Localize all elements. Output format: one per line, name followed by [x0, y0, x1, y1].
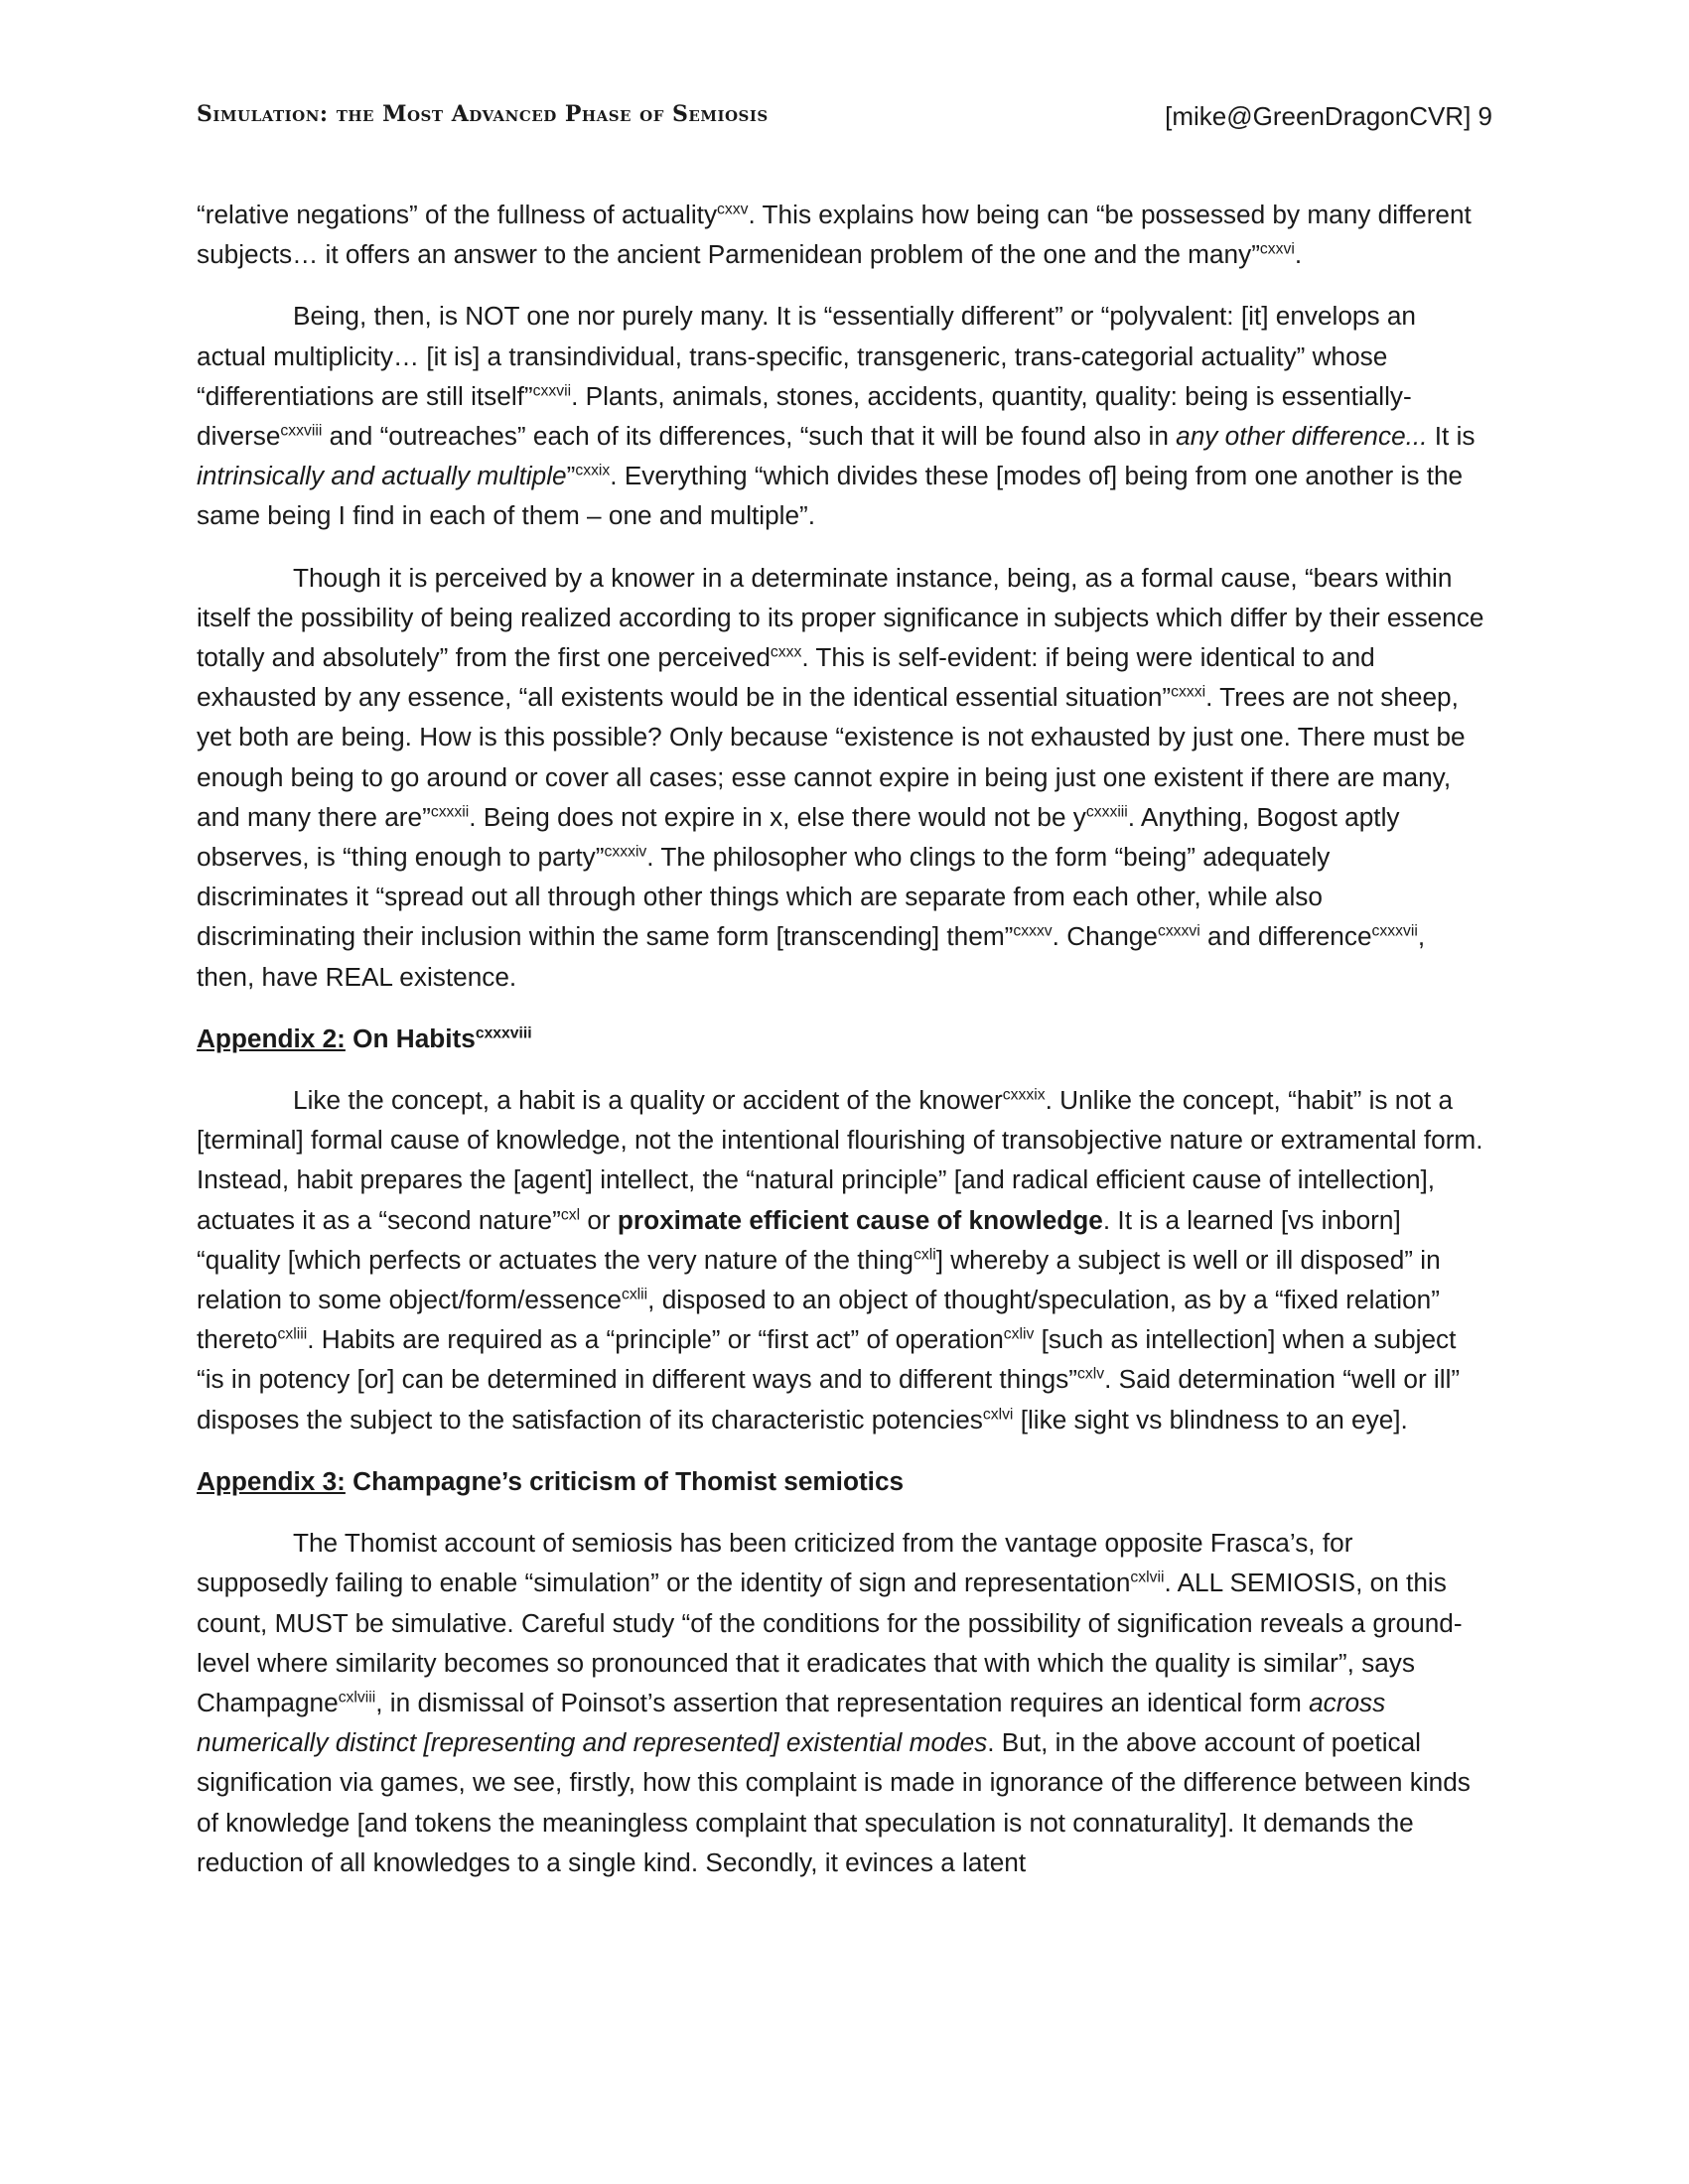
endnote-ref[interactable]: cxxxi [1171, 683, 1206, 701]
endnote-ref[interactable]: cxxvii [532, 382, 572, 400]
endnote-ref[interactable]: cxliv [1003, 1325, 1035, 1343]
endnote-ref[interactable]: cxxvi [1259, 240, 1295, 258]
paragraph-4: Like the concept, a habit is a quality or accident of the knower$^{cxxxix}$. Unlike the concept, “habit” is not a [terminal] formal cause of knowledge, not the intentional flourishing of transobjective nature or extramental form. Instead, habit prepares the [agent] intellect, the “natural principle” [and radical efficient cause of intellection], actuates it as a “second nature”$^{cxl}$ or proximate efficient cause of knowledge. It is a learned [vs inborn] “quality [which perfects or actuates the very nature of the thing$^{cxli}$] whereby a subject is well or ill disposed” in relation to some object/form/essence$^{cxlii}$, disposed to an object of thought/speculation, as by a “fixed relation” thereto$^{cxliii}$. Habits are required as a “principle” or “first act” of operation$^{cxliv}$ [such as intellection] when a subject “is in potency [or] can be determined in different ways and to different things”$^{cxlv}$. Said determination “well or ill” disposes the subject to the satisfaction of its characteristic potencies$^{cxlvi}$ [like sight vs blindness to an eye]. [197, 1085, 1483, 1434]
endnote-ref[interactable]: cxxx [770, 643, 802, 661]
paragraph-5: The Thomist account of semiosis has been criticized from the vantage opposite Frasca’s, for supposedly failing to enable “simulation” or the identity of sign and representation$^{cxlvii}$. ALL SEMIOSIS, on this count, MUST be simulative. Careful study “of the conditions for the possibility of signification reveals a ground-level where similarity becomes so pronounced that it eradicates that with which the quality is similar”, says Champagne$^{cxlviii}$, in dismissal of Poinsot’s assertion that representation requires an identical form across numerically distinct [representing and represented] existential modes. But, in the above account of poetical signification via games, we see, firstly, how this complaint is made in ignorance of the difference between kinds of knowledge [and tokens the meaningless complaint that speculation is not connaturality]. It demands the reduction of all knowledges to a single kind. Secondly, it evinces a latent [197, 1528, 1471, 1877]
endnote-ref[interactable]: cxxxvii [1371, 922, 1418, 940]
body-text [197, 195, 1487, 1904]
paragraph-2: Being, then, is NOT one nor purely many. It is “essentially different” or “polyvalent: [it] envelops an actual multiplicity… [it is] a transindividual, trans-specific, transgeneric, trans-categorial actuality” whose “differentiations are still itself”$^{cxxvii}$. Plants, animals, stones, accidents, quantity, quality: being is essentially-diverse$^{cxxviii}$ and “outreaches” each of its differences, “such that it will be found also in any other difference... It is intrinsically and actually multiple”$^{cxxix}$. Everything “which divides these [modes of] being from one another is the same being I find in each of them – one and multiple”. [197, 301, 1476, 531]
endnote-ref[interactable]: cxxxiii [1085, 803, 1128, 821]
endnote-ref[interactable]: cxxxii [430, 803, 470, 821]
endnote-ref[interactable]: cxxix [575, 462, 611, 479]
endnote-ref[interactable]: cxxxviii [475, 1024, 532, 1042]
endnote-ref[interactable]: cxl [560, 1205, 581, 1223]
endnote-ref[interactable]: cxlii [621, 1286, 648, 1303]
page-number: [mike@GreenDragonCVR] 9 [1165, 101, 1492, 131]
endnote-ref[interactable]: cxlvii [1130, 1569, 1165, 1586]
endnote-ref[interactable]: cxlv [1077, 1365, 1105, 1383]
endnote-ref[interactable]: cxli [914, 1246, 936, 1264]
endnote-ref[interactable]: cxxviii [280, 422, 323, 440]
endnote-ref[interactable]: cxxxiv [604, 843, 647, 861]
endnote-ref[interactable]: cxlviii [338, 1689, 376, 1706]
appendix-3-heading: Appendix 3: Champagne’s criticism of Thomist semiotics [197, 1465, 905, 1496]
endnote-ref[interactable]: cxxxix [1002, 1086, 1046, 1104]
endnote-ref[interactable]: cxliii [277, 1325, 308, 1343]
running-title: Simulation: the Most Advanced Phase of Semiosis [197, 101, 769, 127]
paragraph-1: “relative negations” of the fullness of actuality$^{cxxv}$. This explains how being can “be possessed by many different subjects… it offers an answer to the ancient Parmenidean problem of the one and the many”$^{cxxvi}$. [197, 200, 1472, 270]
endnote-ref[interactable]: cxxv [717, 201, 749, 218]
endnote-ref[interactable]: cxlvi [982, 1405, 1014, 1423]
endnote-ref[interactable]: cxxxvi [1157, 922, 1200, 940]
endnote-ref[interactable]: cxxxv [1013, 922, 1053, 940]
appendix-2-heading: Appendix 2: On Habits$^{cxxxviii}$ [197, 1023, 532, 1053]
paragraph-3: Though it is perceived by a knower in a determinate instance, being, as a formal cause, “bears within itself the possibility of being realized according to its proper significance in subjects which differ by their essence totally and absolutely” from the first one perceived$^{cxxx}$. This is self-evident: if being were identical to and exhausted by any essence, “all existents would be in the identical essential situation”$^{cxxxi}$. Trees are not sheep, yet both are being. How is this possible? Only because “existence is not exhausted by just one. There must be enough being to go around or cover all cases; esse cannot expire in being just one existent if there are many, and many there are”$^{cxxxii}$. Being does not expire in x, else there would not be $y^{cxxxiii}$. Anything, Bogost aptly observes, is “thing enough to party”$^{cxxxiv}$. The philosopher who clings to the form “being” adequately discriminates it “spread out all through other things which are separate from each other, while also discriminating their inclusion within the same form [transcending] them”$^{cxxxv}$. Change$^{cxxxvi}$ and difference$^{cxxxvii}$, then, have REAL existence. [197, 562, 1484, 992]
running-header [197, 99, 1492, 143]
